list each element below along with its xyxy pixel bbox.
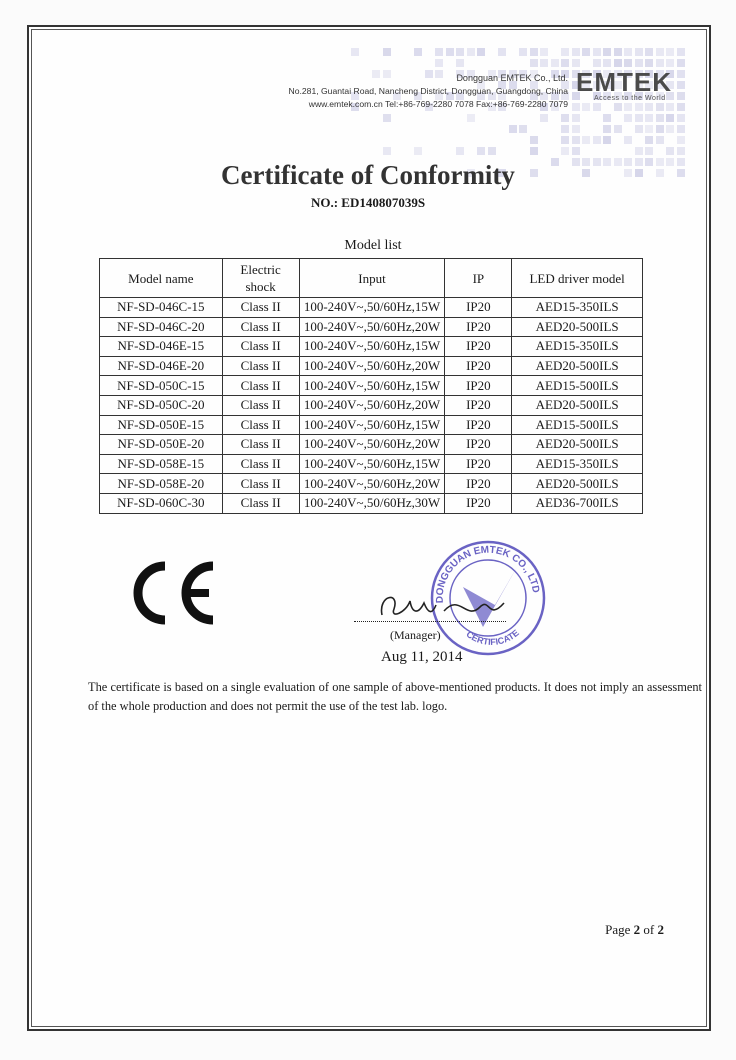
cell-ip: IP20 xyxy=(445,474,512,494)
company-info xyxy=(289,72,568,111)
issue-date: Aug 11, 2014 xyxy=(381,649,463,665)
cell-model-name: NF-SD-046E-15 xyxy=(100,337,223,357)
mosaic-tile xyxy=(603,48,611,56)
mosaic-tile xyxy=(656,59,664,67)
table-row xyxy=(100,356,643,376)
mosaic-tile xyxy=(530,59,538,67)
mosaic-tile xyxy=(498,48,506,56)
mosaic-tile xyxy=(540,59,548,67)
cell-led-driver-model: AED15-500ILS xyxy=(512,376,643,396)
cell-model-name: NF-SD-046E-20 xyxy=(100,356,223,376)
mosaic-tile xyxy=(519,125,527,133)
cell-input: 100-240V~,50/60Hz,30W xyxy=(299,493,445,513)
signatory-role: (Manager) xyxy=(390,628,441,642)
cell-ip: IP20 xyxy=(445,454,512,474)
mosaic-tile xyxy=(561,125,569,133)
mosaic-tile xyxy=(519,48,527,56)
document-title: Certificate of Conformity xyxy=(221,160,515,190)
cell-model-name: NF-SD-058E-15 xyxy=(100,454,223,474)
page-label: Page xyxy=(605,922,634,937)
mosaic-tile xyxy=(677,136,685,144)
cell-led-driver-model: AED20-500ILS xyxy=(512,474,643,494)
mosaic-tile xyxy=(635,59,643,67)
header-ip: IP xyxy=(445,259,512,298)
mosaic-tile xyxy=(666,125,674,133)
mosaic-tile xyxy=(624,59,632,67)
mosaic-tile xyxy=(582,48,590,56)
mosaic-tile xyxy=(593,48,601,56)
mosaic-tile xyxy=(603,114,611,122)
table-row xyxy=(100,415,643,435)
cell-input: 100-240V~,50/60Hz,20W xyxy=(299,474,445,494)
cell-input: 100-240V~,50/60Hz,15W xyxy=(299,337,445,357)
cell-led-driver-model: AED15-350ILS xyxy=(512,454,643,474)
cell-electric-shock: Class II xyxy=(222,474,299,494)
mosaic-tile xyxy=(645,147,653,155)
cell-electric-shock: Class II xyxy=(222,415,299,435)
mosaic-tile xyxy=(656,125,664,133)
model-list-table xyxy=(99,258,643,514)
cell-electric-shock: Class II xyxy=(222,395,299,415)
logo-tagline: Access to the World xyxy=(594,95,666,102)
page-separator: of xyxy=(640,922,658,937)
cell-model-name: NF-SD-046C-15 xyxy=(100,298,223,318)
cell-led-driver-model: AED20-500ILS xyxy=(512,435,643,455)
mosaic-tile xyxy=(467,114,475,122)
cell-electric-shock: Class II xyxy=(222,493,299,513)
mosaic-tile xyxy=(582,136,590,144)
mosaic-tile xyxy=(677,147,685,155)
mosaic-tile xyxy=(561,114,569,122)
table-row xyxy=(100,474,643,494)
mosaic-tile xyxy=(561,147,569,155)
mosaic-tile xyxy=(614,125,622,133)
cell-led-driver-model: AED15-350ILS xyxy=(512,298,643,318)
cell-ip: IP20 xyxy=(445,317,512,337)
certificate-number: NO.: ED140807039S xyxy=(310,195,426,210)
mosaic-tile xyxy=(645,114,653,122)
header-input: Input xyxy=(299,259,445,298)
cell-electric-shock: Class II xyxy=(222,298,299,318)
cell-led-driver-model: AED20-500ILS xyxy=(512,356,643,376)
mosaic-tile xyxy=(467,48,475,56)
stamp-inner-text: CERTIFICATE xyxy=(464,627,521,648)
mosaic-tile xyxy=(383,147,391,155)
mosaic-tile xyxy=(456,59,464,67)
cell-input: 100-240V~,50/60Hz,15W xyxy=(299,415,445,435)
cell-input: 100-240V~,50/60Hz,20W xyxy=(299,395,445,415)
mosaic-tile xyxy=(603,125,611,133)
cell-led-driver-model: AED15-350ILS xyxy=(512,337,643,357)
company-contact: www.emtek.com.cn Tel:+86-769-2280 7078 Fax:+86-769-2280 7079 xyxy=(308,99,568,109)
cell-electric-shock: Class II xyxy=(222,435,299,455)
table-row xyxy=(100,454,643,474)
mosaic-tile xyxy=(530,136,538,144)
cell-ip: IP20 xyxy=(445,435,512,455)
mosaic-tile xyxy=(383,48,391,56)
mosaic-tile xyxy=(572,125,580,133)
signature-line xyxy=(354,621,506,622)
cell-input: 100-240V~,50/60Hz,20W xyxy=(299,317,445,337)
cell-model-name: NF-SD-050C-15 xyxy=(100,376,223,396)
mosaic-tile xyxy=(635,114,643,122)
header-electric-shock xyxy=(222,259,299,298)
table-row xyxy=(100,376,643,396)
mosaic-tile xyxy=(656,114,664,122)
table-row xyxy=(100,493,643,513)
cell-ip: IP20 xyxy=(445,493,512,513)
table-row xyxy=(100,317,643,337)
mosaic-tile xyxy=(383,114,391,122)
cell-model-name: NF-SD-050E-15 xyxy=(100,415,223,435)
mosaic-tile xyxy=(488,147,496,155)
page-total: 2 xyxy=(657,922,664,937)
mosaic-tile xyxy=(635,147,643,155)
company-address: No.281, Guantai Road, Nancheng District, Dongguan, Guangdong, China xyxy=(288,86,568,96)
cell-model-name: NF-SD-060C-30 xyxy=(100,493,223,513)
mosaic-tile xyxy=(677,48,685,56)
cell-ip: IP20 xyxy=(445,395,512,415)
page-number xyxy=(605,922,664,938)
stamp-outer-text: DONGGUAN EMTEK CO., LTD xyxy=(434,544,542,604)
mosaic-tile xyxy=(435,48,443,56)
mosaic-tile xyxy=(666,48,674,56)
mosaic-tile xyxy=(645,48,653,56)
mosaic-tile xyxy=(435,59,443,67)
emtek-logo xyxy=(576,69,692,111)
mosaic-tile xyxy=(561,48,569,56)
mosaic-tile xyxy=(540,48,548,56)
cell-ip: IP20 xyxy=(445,337,512,357)
cell-model-name: NF-SD-050C-20 xyxy=(100,395,223,415)
cell-led-driver-model: AED20-500ILS xyxy=(512,317,643,337)
cell-ip: IP20 xyxy=(445,376,512,396)
mosaic-tile xyxy=(414,147,422,155)
cell-electric-shock: Class II xyxy=(222,356,299,376)
cell-input: 100-240V~,50/60Hz,20W xyxy=(299,356,445,376)
mosaic-tile xyxy=(572,114,580,122)
cell-ip: IP20 xyxy=(445,415,512,435)
cell-model-name: NF-SD-050E-20 xyxy=(100,435,223,455)
mosaic-tile xyxy=(572,147,580,155)
mosaic-tile xyxy=(351,48,359,56)
table-row xyxy=(100,337,643,357)
manager-signature xyxy=(370,585,510,625)
cell-ip: IP20 xyxy=(445,298,512,318)
table-row xyxy=(100,298,643,318)
mosaic-tile xyxy=(572,136,580,144)
mosaic-tile xyxy=(677,125,685,133)
mosaic-tile xyxy=(414,48,422,56)
cell-model-name: NF-SD-058E-20 xyxy=(100,474,223,494)
mosaic-tile xyxy=(624,136,632,144)
mosaic-tile xyxy=(603,136,611,144)
cell-electric-shock: Class II xyxy=(222,337,299,357)
header-model-name: Model name xyxy=(100,259,223,298)
mosaic-tile xyxy=(624,114,632,122)
mosaic-tile xyxy=(603,59,611,67)
mosaic-tile xyxy=(530,147,538,155)
mosaic-tile xyxy=(593,59,601,67)
mosaic-tile xyxy=(677,114,685,122)
cell-led-driver-model: AED36-700ILS xyxy=(512,493,643,513)
mosaic-tile xyxy=(666,147,674,155)
mosaic-tile xyxy=(456,48,464,56)
cell-led-driver-model: AED15-500ILS xyxy=(512,415,643,435)
mosaic-tile xyxy=(666,114,674,122)
mosaic-tile xyxy=(614,59,622,67)
mosaic-tile xyxy=(677,59,685,67)
mosaic-tile xyxy=(645,136,653,144)
cell-ip: IP20 xyxy=(445,356,512,376)
svg-text:CERTIFICATE xyxy=(464,628,520,647)
cell-input: 100-240V~,50/60Hz,15W xyxy=(299,298,445,318)
mosaic-tile xyxy=(593,136,601,144)
logo-wordmark: EMTEK xyxy=(576,67,672,97)
mosaic-tile xyxy=(645,59,653,67)
mosaic-tile xyxy=(456,147,464,155)
page-current: 2 xyxy=(633,922,641,937)
mosaic-tile xyxy=(561,136,569,144)
mosaic-tile xyxy=(614,48,622,56)
mosaic-tile xyxy=(624,48,632,56)
company-name: Dongguan EMTEK Co., Ltd. xyxy=(456,73,568,83)
mosaic-tile xyxy=(561,59,569,67)
mosaic-tile xyxy=(656,48,664,56)
mosaic-tile xyxy=(477,48,485,56)
mosaic-tile xyxy=(477,147,485,155)
mosaic-tile xyxy=(635,48,643,56)
mosaic-tile xyxy=(540,114,548,122)
certificate-note: The certificate is based on a single evaluation of one sample of above-mentioned products. It does not imply an assessment of the whole production and does not permit the use of the test lab. logo. xyxy=(88,680,702,713)
mosaic-tile xyxy=(656,136,664,144)
mosaic-tile xyxy=(645,125,653,133)
mosaic-tile xyxy=(666,59,674,67)
cell-input: 100-240V~,50/60Hz,15W xyxy=(299,454,445,474)
mosaic-tile xyxy=(635,125,643,133)
table-header-row xyxy=(100,259,643,298)
table-body xyxy=(100,298,643,514)
table-caption: Model list xyxy=(344,238,402,253)
ce-mark-icon xyxy=(125,558,225,628)
mosaic-tile xyxy=(572,59,580,67)
header-led-driver-model: LED driver model xyxy=(512,259,643,298)
cell-electric-shock: Class II xyxy=(222,317,299,337)
cell-input: 100-240V~,50/60Hz,15W xyxy=(299,376,445,396)
mosaic-tile xyxy=(509,125,517,133)
mosaic-tile xyxy=(551,59,559,67)
mosaic-tile xyxy=(446,48,454,56)
mosaic-tile xyxy=(572,48,580,56)
cell-model-name: NF-SD-046C-20 xyxy=(100,317,223,337)
cell-led-driver-model: AED20-500ILS xyxy=(512,395,643,415)
cell-input: 100-240V~,50/60Hz,20W xyxy=(299,435,445,455)
header-electric-shock-text: Electric shock xyxy=(240,262,281,294)
cell-electric-shock: Class II xyxy=(222,454,299,474)
table-row xyxy=(100,395,643,415)
cell-electric-shock: Class II xyxy=(222,376,299,396)
mosaic-tile xyxy=(530,48,538,56)
table-row xyxy=(100,435,643,455)
